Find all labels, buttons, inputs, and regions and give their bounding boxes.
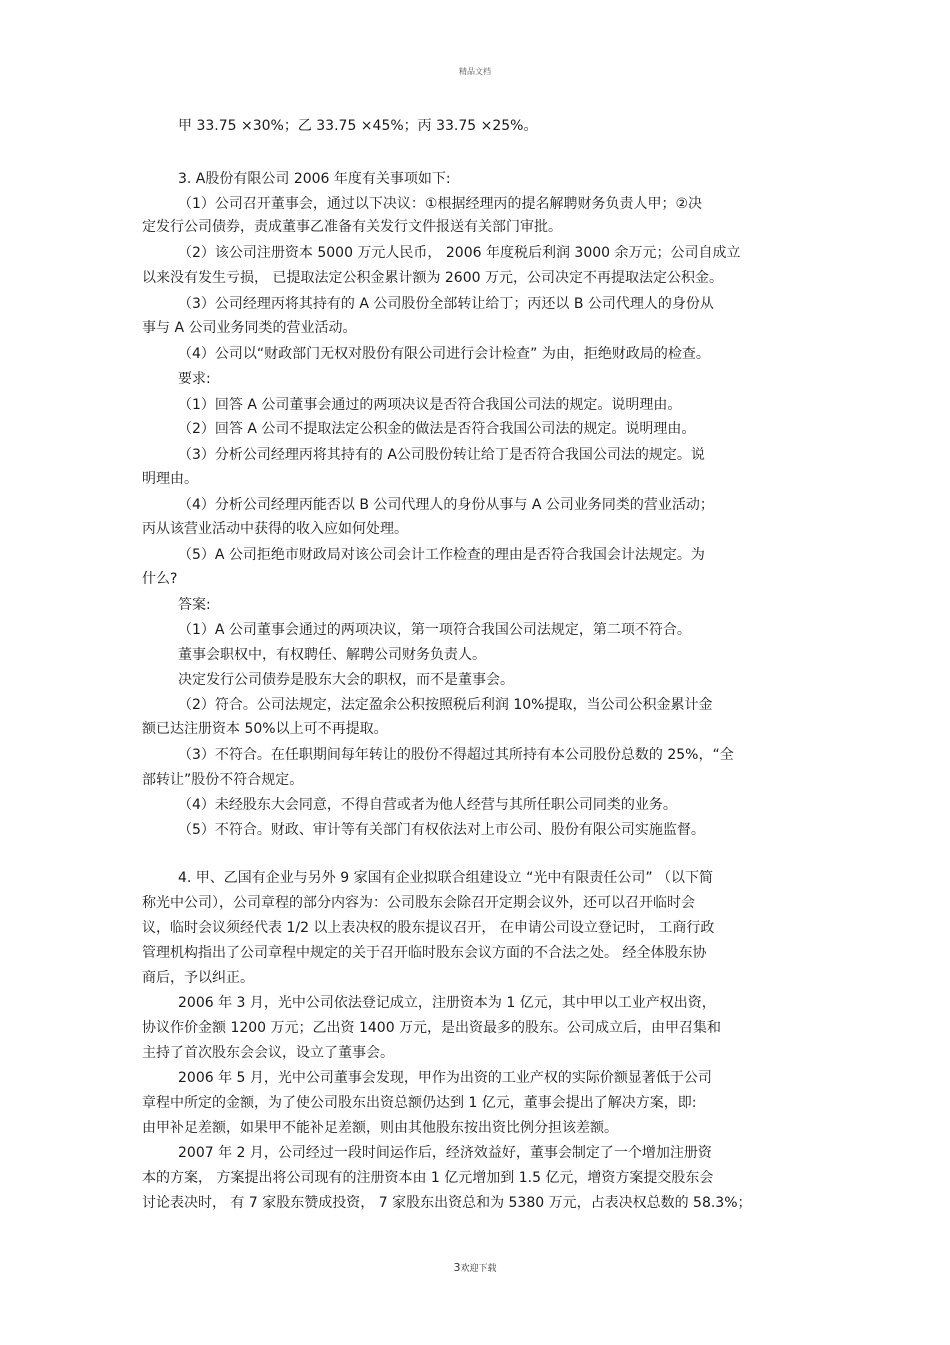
text-line: 部转让”股份不符合规定。 — [142, 772, 304, 788]
text-line: 甲 33.75 ×30%；乙 33.75 ×45%；丙 33.75 ×25%。 — [178, 118, 538, 134]
page-header: 精品文档 — [459, 67, 491, 76]
text-line: （1）回答 A 公司董事会通过的两项决议是否符合我国公司法的规定。说明理由。 — [178, 397, 682, 413]
text-line: 2007 年 2 月，公司经过一段时间运作后，经济效益好，董事会制定了一个增加注册资 — [178, 1145, 712, 1161]
text-line: 讨论表决时， 有 7 家股东赞成投资， 7 家股东出资总和为 5380 万元，占表决权总数的 58.3%； — [142, 1195, 752, 1211]
text-line: （2）符合。公司法规定，法定盈余公积按照税后利润 10%提取，当公司公积金累计金 — [178, 697, 713, 713]
page-footer — [0, 1261, 950, 1274]
text-line: （2）该公司注册资本 5000 万元人民币， 2006 年度税后利润 3000 余万元；公司自成立 — [178, 245, 741, 261]
text-line: 议，临时会议须经代表 1/2 以上表决权的股东提议召开， 在申请公司设立登记时， 工商行政 — [142, 920, 715, 936]
text-line: 3. A股份有限公司 2006 年度有关事项如下: — [178, 171, 451, 187]
text-line: 定发行公司债券，责成董事乙准备有关发行文件报送有关部门审批。 — [142, 219, 562, 235]
text-line: 决定发行公司债券是股东大会的职权，而不是董事会。 — [178, 672, 514, 688]
text-line: 丙从该营业活动中获得的收入应如何处理。 — [142, 521, 408, 537]
text-line: 董事会职权中，有权聘任、解聘公司财务负责人。 — [178, 647, 486, 663]
text-line: 额已达注册资本 50%以上可不再提取。 — [142, 721, 388, 737]
text-line: （3）不符合。在任职期间每年转让的股份不得超过其所持有本公司股份总数的 25%，“全 — [178, 747, 734, 763]
text-line: （1）公司召开董事会，通过以下决议：①根据经理丙的提名解聘财务负责人甲；②决 — [178, 196, 703, 212]
text-line: （4）公司以“财政部门无权对股份有限公司进行会计检查” 为由，拒绝财政局的检查。 — [178, 346, 710, 362]
text-line: 要求: — [178, 371, 211, 387]
footer-text: 欢迎下载 — [460, 1264, 497, 1274]
text-line: 答案: — [178, 597, 211, 613]
text-line: 章程中所定的金额，为了使公司股东出资总额仍达到 1 亿元，董事会提出了解决方案，即: — [142, 1095, 697, 1111]
page-number: 3 — [453, 1261, 461, 1274]
text-line: 协议作价金额 1200 万元；乙出资 1400 万元，是出资最多的股东。公司成立后，由甲召集和 — [142, 1020, 722, 1036]
text-line: （4）未经股东大会同意，不得自营或者为他人经营与其所任职公司同类的业务。 — [178, 797, 677, 813]
text-line: （1）A 公司董事会通过的两项决议，第一项符合我国公司法规定，第二项不符合。 — [178, 622, 691, 638]
text-line: 主持了首次股东会会议，设立了董事会。 — [142, 1045, 394, 1061]
text-line: 本的方案， 方案提出将公司现有的注册资本由 1 亿元增加到 1.5 亿元，增资方案提交股东会 — [142, 1170, 714, 1186]
text-line: （4）分析公司经理丙能否以 B 公司代理人的身份从事与 A 公司业务同类的营业活动； — [178, 497, 714, 513]
text-line: 事与 A 公司业务同类的营业活动。 — [142, 320, 357, 336]
text-line: 以来没有发生亏损， 已提取法定公积金累计额为 2600 万元，公司决定不再提取法定公积金。 — [142, 270, 723, 286]
text-line: 称光中公司），公司章程的部分内容为：公司股东会除召开定期会议外，还可以召开临时会 — [142, 895, 695, 911]
text-line: （3）公司经理丙将其持有的 A 公司股份全部转让给丁；丙还以 B 公司代理人的身份从 — [178, 296, 714, 312]
text-line: （5）不符合。财政、审计等有关部门有权依法对上市公司、股份有限公司实施监督。 — [178, 822, 705, 838]
text-line: 2006 年 3 月，光中公司依法登记成立，注册资本为 1 亿元，其中甲以工业产权出资， — [178, 995, 716, 1011]
text-line: 明理由。 — [142, 471, 198, 487]
text-line: （3）分析公司经理丙将其持有的 A公司股份转让给丁是否符合我国公司法的规定。说 — [178, 447, 705, 463]
text-line: 什么? — [142, 571, 178, 587]
text-line: 由甲补足差额，如果甲不能补足差额，则由其他股东按出资比例分担该差额。 — [142, 1120, 618, 1136]
text-line: 管理机构指出了公司章程中规定的关于召开临时股东会议方面的不合法之处。 经全体股东协 — [142, 945, 707, 961]
text-line: （5）A 公司拒绝市财政局对该公司会计工作检查的理由是否符合我国会计法规定。为 — [178, 547, 705, 563]
text-line: 商后，予以纠正。 — [142, 970, 254, 986]
text-line: （2）回答 A 公司不提取法定公积金的做法是否符合我国公司法的规定。说明理由。 — [178, 421, 696, 437]
text-line: 4. 甲、乙国有企业与另外 9 家国有企业拟联合组建设立 “光中有限责任公司” （以下简 — [178, 870, 714, 886]
text-line: 2006 年 5 月，光中公司董事会发现，甲作为出资的工业产权的实际价额显著低于公司 — [178, 1070, 712, 1086]
